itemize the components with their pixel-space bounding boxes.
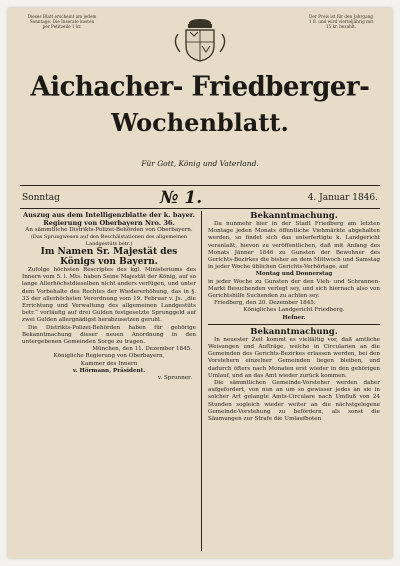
masthead-line-2: Wochenblatt. — [111, 108, 289, 137]
left-body-1: Zufolge höchsten Rescriptes des kgl. Ministeriums des Innern vom 5. l. Mts. haben Seine Majestät der König, auf so lange Allerhöchstdieselben nicht anders verfügen, und unter dem Vorbehalte des Rechtes der Wiedererhöhung, das in §. 33 der allerhöchsten Verordnung vom 19. Februar v. Js. „die Errichtung und Verwaltung des allgemeinen Landgestüts betr.“ vorläufig auf drei Gulden festgesetzte Sprunggeld auf zwei Gulden allergnädigst herabzusetzen geruht. — [22, 267, 196, 324]
right-section-1-signatory: Hefner. — [282, 314, 306, 321]
issue-day: Sonntag — [22, 193, 60, 203]
masthead-line-1: Aichacher- Friedberger- — [30, 71, 370, 103]
left-body-2: Die Distrikts-Polizei-Behörden haben für gehörige Bekanntmachung dieser neuen Anordnung in den untergebenen Gemeinden Sorge zu tragen. — [22, 324, 196, 346]
right-section-2-title: Bekanntmachung. — [250, 326, 338, 337]
header-note-left: Dieses Blatt erscheint am jedem Sonntage. Die Inserate kosten per Petitzeile 1 kr. — [27, 14, 97, 29]
rule-bottom — [20, 208, 380, 209]
left-signatory: v. Hörmann, Präsident. — [72, 367, 146, 374]
right-column — [208, 211, 380, 423]
newspaper-page — [8, 8, 392, 558]
left-date: München, den 11. Dezember 1845. — [92, 346, 192, 353]
header-note-right: Der Preis ist für den Jahrgang 1 fl. und wird vierteljährig mit 15 kr. bezahlt. — [308, 14, 374, 29]
right-section-1-date: Friedberg, den 20. Dezember 1845. — [214, 300, 316, 307]
left-title: Im Namen Sr. Majestät des Königs von Bayern. — [40, 247, 178, 268]
issue-number: № 1. — [160, 188, 203, 208]
coat-of-arms-icon — [168, 16, 232, 62]
right-section-1-body-2: in jeder Woche zu Gunsten der den Vieh- und Schrannen-Markt Besuchenden verlegt sey, und sich hiernach also von Gerichtshilfe Suchenden zu achten sey. — [208, 278, 380, 300]
left-column — [22, 211, 196, 382]
right-section-2-body-2: Die sämmtlichen Gemeinde-Vorsteher werden daher aufgefordert, von nun an um so gewisser jedes an sie in solcher Art gelangte Amts-Circulare nach Umfluß von 24 Stunden sogleich wieder weiter an die nächstgelegene Gemeinde-Vorstehung zu befördern, als sonst die Säumungen zur Strafe die Umlaufboten — [208, 380, 380, 423]
left-address: An sämmtliche Distrikts-Polizei-Behörden von Oberbayern. — [25, 227, 193, 233]
left-chamber: Kammer des Innern — [80, 360, 138, 367]
motto: Für Gott, König und Vaterland. — [141, 159, 259, 168]
right-section-1-court: Königliches Landgericht Friedberg. — [243, 307, 345, 314]
left-secretary: v. Sprunner. — [157, 375, 192, 382]
column-divider — [201, 211, 202, 551]
issue-date: 4. Januar 1846. — [307, 193, 378, 203]
issue-line — [22, 190, 378, 208]
right-section-2-body-1: In neuester Zeit kommt es vielfältig vor, daß amtliche Weisungen und Aufträge, welche in Circularien an die Gemeinden des Gerichts-Bezirkes erlassen werden, bei den Vorstehern einzelner Gemeinden liegen bleiben, und dadurch öfters nach Monaten erst wieder in den gehörigen Umlauf, und an das Amt wieder zurück kommen. — [208, 336, 380, 379]
right-section-1-title: Bekanntmachung. — [250, 211, 338, 221]
left-authority: Königliche Regierung von Oberbayern, — [53, 353, 165, 360]
left-note: (Das Sprungwesen auf den Beschälstationen des allgemeinen Landgestüts betr.) — [30, 234, 188, 247]
right-market-days: Montag und Donnerstag — [255, 271, 333, 278]
rule-top — [20, 185, 380, 186]
section-divider — [208, 324, 380, 325]
left-heading: Auszug aus dem Intelligenzblatte der k. bayer. Regierung von Oberbayern Nro. 36. — [23, 211, 195, 227]
right-section-1-body-1: Da nunmehr hier in der Stadt Friedberg am letzten Montage jeden Monats öffentliche Viehmärkte abgehalten werden, so findet sich das unterfertigte k. Landgericht veranlaßt, hievon zu veröffentlichen, daß mit Anfang des Monats Jänner 1846 zu Gunsten der Bewohner des Gerichts-Bezirkes die bisher an dem Mittwoch und Samstag in jeder Woche üblichen Gerichts-Verhörtage, auf — [208, 221, 380, 271]
